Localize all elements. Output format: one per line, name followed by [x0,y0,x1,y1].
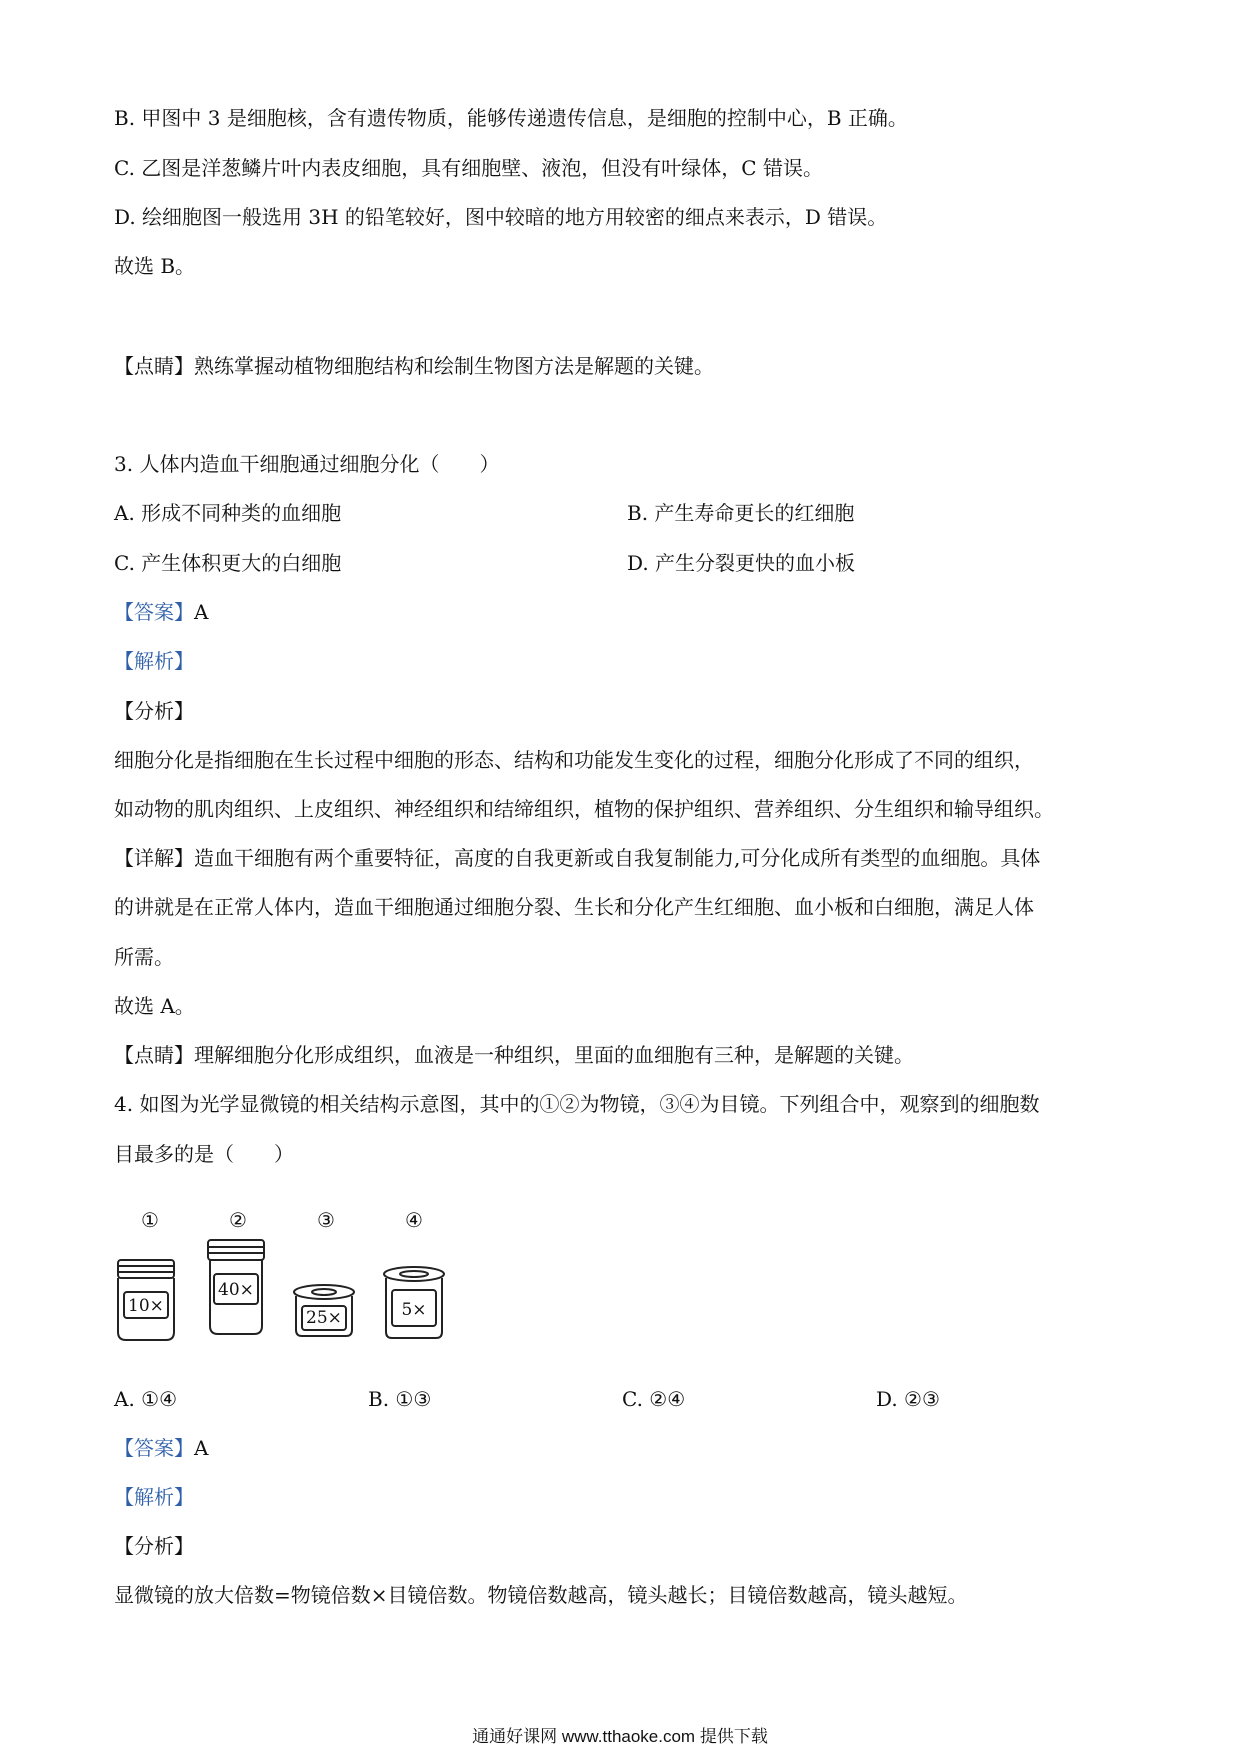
q4-fenxi-text: 显微镜的放大倍数=物镜倍数×目镜倍数。物镜倍数越高，镜头越长；目镜倍数越高，镜头越短。 [114,1583,968,1607]
answer-value: A [194,1436,209,1460]
answer-value: A [194,600,209,624]
lens-3-label: 25× [306,1308,342,1328]
q3-fenxi-label: 【分析】 [114,699,194,723]
q4-option-a: A. ①④ [114,1387,178,1411]
q4-stem-line-2: 目最多的是（ ） [114,1142,294,1166]
page-footer: 通通好课网 www.tthaoke.com 提供下载 [472,1727,768,1746]
lens-2-label: 40× [218,1280,254,1300]
q4-answer [114,1434,208,1462]
q3-tip: 【点睛】理解细胞分化形成组织，血液是一种组织，里面的血细胞有三种，是解题的关键。 [114,1043,914,1067]
lens-4-number: ④ [405,1208,423,1232]
q3-choose: 故选 A。 [114,994,195,1018]
q4-option-b: B. ①③ [368,1387,432,1411]
q3-option-b: B. 产生寿命更长的红细胞 [627,501,855,525]
q3-detail-line-2: 的讲就是在正常人体内，造血干细胞通过细胞分裂、生长和分化产生红细胞、血小板和白细胞，满足人体 [114,895,1034,919]
lens-2-number: ② [229,1208,247,1232]
q4-stem-line-1: 4. 如图为光学显微镜的相关结构示意图，其中的①②为物镜，③④为目镜。下列组合中，观察到的细胞数 [114,1092,1040,1116]
answer-label: 【答案】 [114,1436,194,1460]
q3-option-a: A. 形成不同种类的血细胞 [114,501,342,525]
lens-1-number: ① [141,1208,159,1232]
q4-analysis-label: 【解析】 [114,1485,194,1509]
tip-prev: 【点睛】熟练掌握动植物细胞结构和绘制生物图方法是解题的关键。 [114,354,714,378]
q3-detail-line-3: 所需。 [114,945,174,969]
answer-label: 【答案】 [114,600,194,624]
answer-line-b: B. 甲图中 3 是细胞核，含有遗传物质，能够传递遗传信息，是细胞的控制中心，B 正确。 [114,106,908,130]
q3-fenxi-line-1: 细胞分化是指细胞在生长过程中细胞的形态、结构和功能发生变化的过程，细胞分化形成了不同的组织， [114,748,1034,772]
answer-line-d: D. 绘细胞图一般选用 3H 的铅笔较好，图中较暗的地方用较密的细点来表示，D 错误。 [114,205,888,229]
q3-analysis-label: 【解析】 [114,649,194,673]
q4-fenxi-label: 【分析】 [114,1534,194,1558]
q3-answer [114,598,208,626]
lens-4-label: 5× [401,1300,427,1320]
lens-1-label: 10× [128,1296,164,1316]
lens-3-number: ③ [317,1208,335,1232]
q3-option-c: C. 产生体积更大的白细胞 [114,551,342,575]
q3-stem: 3. 人体内造血干细胞通过细胞分化（ ） [114,452,500,476]
q3-fenxi-line-2: 如动物的肌肉组织、上皮组织、神经组织和结缔组织，植物的保护组织、营养组织、分生组织和输导组织。 [114,797,1054,821]
microscope-lens-figure [110,1236,460,1346]
q3-detail-line-1: 【详解】造血干细胞有两个重要特征，高度的自我更新或自我复制能力,可分化成所有类型的血细胞。具体 [114,846,1041,870]
q4-option-c: C. ②④ [622,1387,686,1411]
q4-option-d: D. ②③ [876,1387,940,1411]
q3-option-d: D. 产生分裂更快的血小板 [627,551,856,575]
answer-line-c: C. 乙图是洋葱鳞片叶内表皮细胞，具有细胞壁、液泡，但没有叶绿体，C 错误。 [114,156,823,180]
choose-b: 故选 B。 [114,254,196,278]
